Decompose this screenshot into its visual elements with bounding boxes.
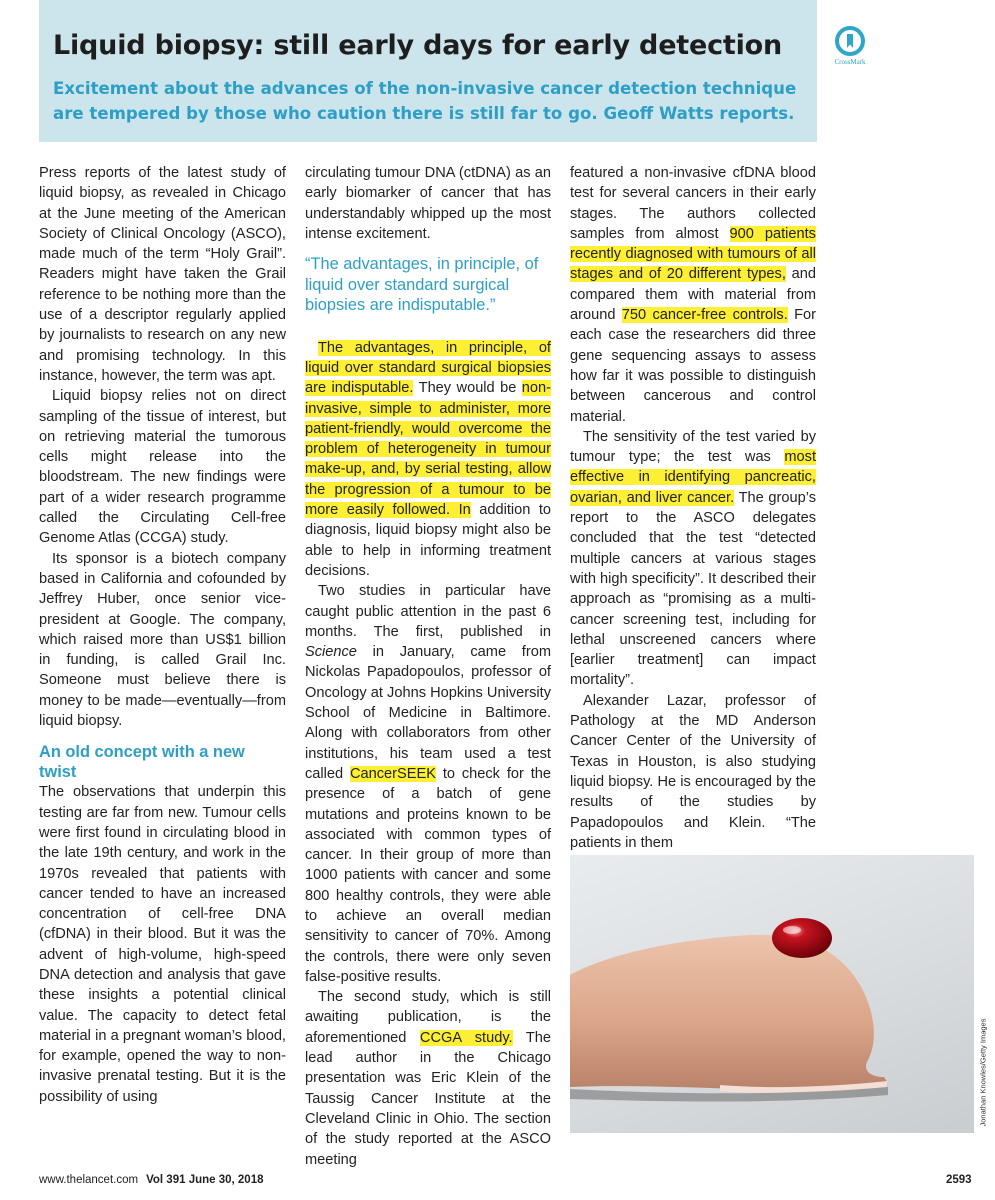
text-span: to check for the presence of a batch of gene mutations and proteins known to be associated with common types of cancer. In their group of more than 1000 patients with cancer and some 800 healthy controls, they were able to achieve an overall median sensitivity to cancer of 70%. Among the controls, there were only seven false-positive results. xyxy=(305,765,551,985)
paragraph xyxy=(570,163,816,427)
paragraph: Liquid biopsy relies not on direct sampling of the tissue of interest, but on retrieving material the tumorous cells might release into the bloodstream. The new findings were part of a wider research programme called the Circulating Cell-free Genome Atlas (CCGA) study. xyxy=(39,388,286,547)
text-span: The second study, which is still awaiting publication, is the aforementioned xyxy=(305,989,551,1046)
paragraph xyxy=(305,987,551,1170)
text-span: featured a non-invasive cfDNA blood test for several cancers in their early stages. The authors collected samples from almost xyxy=(570,165,816,242)
footer-left xyxy=(39,1174,264,1186)
pull-quote: “The advantages, in principle, of liquid over standard surgical biopsies are indisputable.” xyxy=(305,255,539,315)
paragraph: Its sponsor is a biotech company based in California and cofounded by Jeffrey Huber, once senior vice-president at Google. The company, which raised more than US$1 billion in funding, is called Grail Inc. Someone must believe there is money to be made—eventually—from liquid biopsy. xyxy=(39,550,286,730)
text-span: They would be xyxy=(413,380,522,397)
paragraph: circulating tumour DNA (ctDNA) as an early biomarker of cancer that has understandably whipped up the most intense excitement. xyxy=(305,165,551,242)
blood-drop-highlight xyxy=(783,926,801,934)
article-column-1 xyxy=(39,163,286,1107)
paragraph: The observations that underpin this testing are far from new. Tumour cells were first found in circulating blood in the late 19th century, and work in the 1970s revealed that patients with cancer tended to have an increased concentration of cell-free DNA (cfDNA) in their blood. But it was the advent of high-volume, high-speed DNA detection and analysis that gave these insights a potential clinical value. The capacity to detect fetal material in a pregnant woman’s blood, for example, opened the way to non-invasive prenatal testing. But it is the possibility of using xyxy=(39,784,286,1105)
blood-drop xyxy=(772,918,832,958)
text-span: The sensitivity of the test varied by tumour type; the test was xyxy=(570,428,816,466)
volume-info: Vol 391 June 30, 2018 xyxy=(146,1174,264,1186)
crossmark-logo[interactable] xyxy=(830,26,870,76)
crossmark-label: CrossMark xyxy=(834,58,866,66)
highlighted-text: most effective in identifying pancreatic, ovarian, and liver cancer. xyxy=(570,449,816,506)
text-span: The lead author in the Chicago presentation was Eric Klein of the Taussig Cancer Institute at the Cleveland Clinic in Ohio. The section of the study reported at the ASCO meeting xyxy=(305,1029,551,1168)
page-number: 2593 xyxy=(946,1174,972,1186)
journal-url[interactable]: www.thelancet.com xyxy=(39,1174,139,1186)
text-span: Two studies in particular have caught public attention in the past 6 months. The first, published in xyxy=(305,583,551,640)
paragraph: Alexander Lazar, professor of Pathology at the MD Anderson Cancer Center of the University of Texas in Houston, is also studying liquid biopsy. He is encouraged by the results of the studies by Papadopoulos and Klein. “The patients in them xyxy=(570,692,816,851)
text-span: in January, came from Nickolas Papadopoulos, professor of Oncology at Johns Hopkins University School of Medicine in Baltimore. Along with collaborators from other institutions, his team used a test called xyxy=(305,644,551,782)
section-subheading: An old concept with a new twist xyxy=(39,743,245,782)
finger-blood-drop-photo xyxy=(570,855,974,1133)
paragraph xyxy=(570,427,816,691)
highlighted-text: CancerSEEK xyxy=(349,765,436,782)
article-column-3 xyxy=(570,163,816,851)
text-span: The group’s report to the ASCO delegates concluded that the test “detected multiple cancers at various stages with high specificity”. It described their approach as “promising as a multi-cancer screening test, including for lethal unscreened cancers where [earlier treatment] can impact mortality”. xyxy=(570,489,816,689)
highlighted-text: CCGA study. xyxy=(419,1029,513,1046)
finger-shape xyxy=(570,935,888,1090)
text-span: and compared them with material from around xyxy=(570,266,816,324)
text-span: For each case the researchers did three gene sequencing assays to assess how far it was possible to distinguish between cancerous and control material. xyxy=(570,307,816,425)
photo-illustration xyxy=(570,855,974,1133)
article-standfirst: Excitement about the advances of the non-invasive cancer detection technique are tempered by those who caution there is still far to go. Geoff Watts reports. xyxy=(53,79,797,123)
article-title: Liquid biopsy: still early days for early detection xyxy=(53,30,783,61)
text-span: addition to diagnosis, liquid biopsy might also be able to help in informing treatment decisions. xyxy=(305,502,551,579)
journal-name: Science xyxy=(305,644,357,661)
highlighted-text: 750 cancer-free controls. xyxy=(621,307,788,324)
paragraph: Press reports of the latest study of liquid biopsy, as revealed in Chicago at the June meeting of the American Society of Clinical Oncology (ASCO), made much of the term “Holy Grail”. Readers might have taken the Grail reference to be nothing more than the use of a descriptor regularly applied by journalists to research on any new and promising technology. In this instance, however, the term was apt. xyxy=(39,165,286,384)
highlighted-text: The advantages, in principle, of liquid over standard surgical biopsies are indisputable. xyxy=(305,339,551,397)
paragraph xyxy=(305,581,551,987)
paragraph xyxy=(305,338,551,582)
article-column-2 xyxy=(305,163,551,1170)
highlighted-text: 900 patients recently diagnosed with tumours of all stages and of 20 different types, xyxy=(570,225,816,283)
crossmark-icon xyxy=(835,26,865,56)
photo-credit: Jonathan Knowles/Getty Images xyxy=(978,1018,988,1127)
highlighted-text: non-invasive, simple to administer, more patient-friendly, would overcome the problem of heterogeneity in tumour make-up, and, by serial testing, allow the progression of a tumour to be more easily followed. In xyxy=(305,380,551,519)
